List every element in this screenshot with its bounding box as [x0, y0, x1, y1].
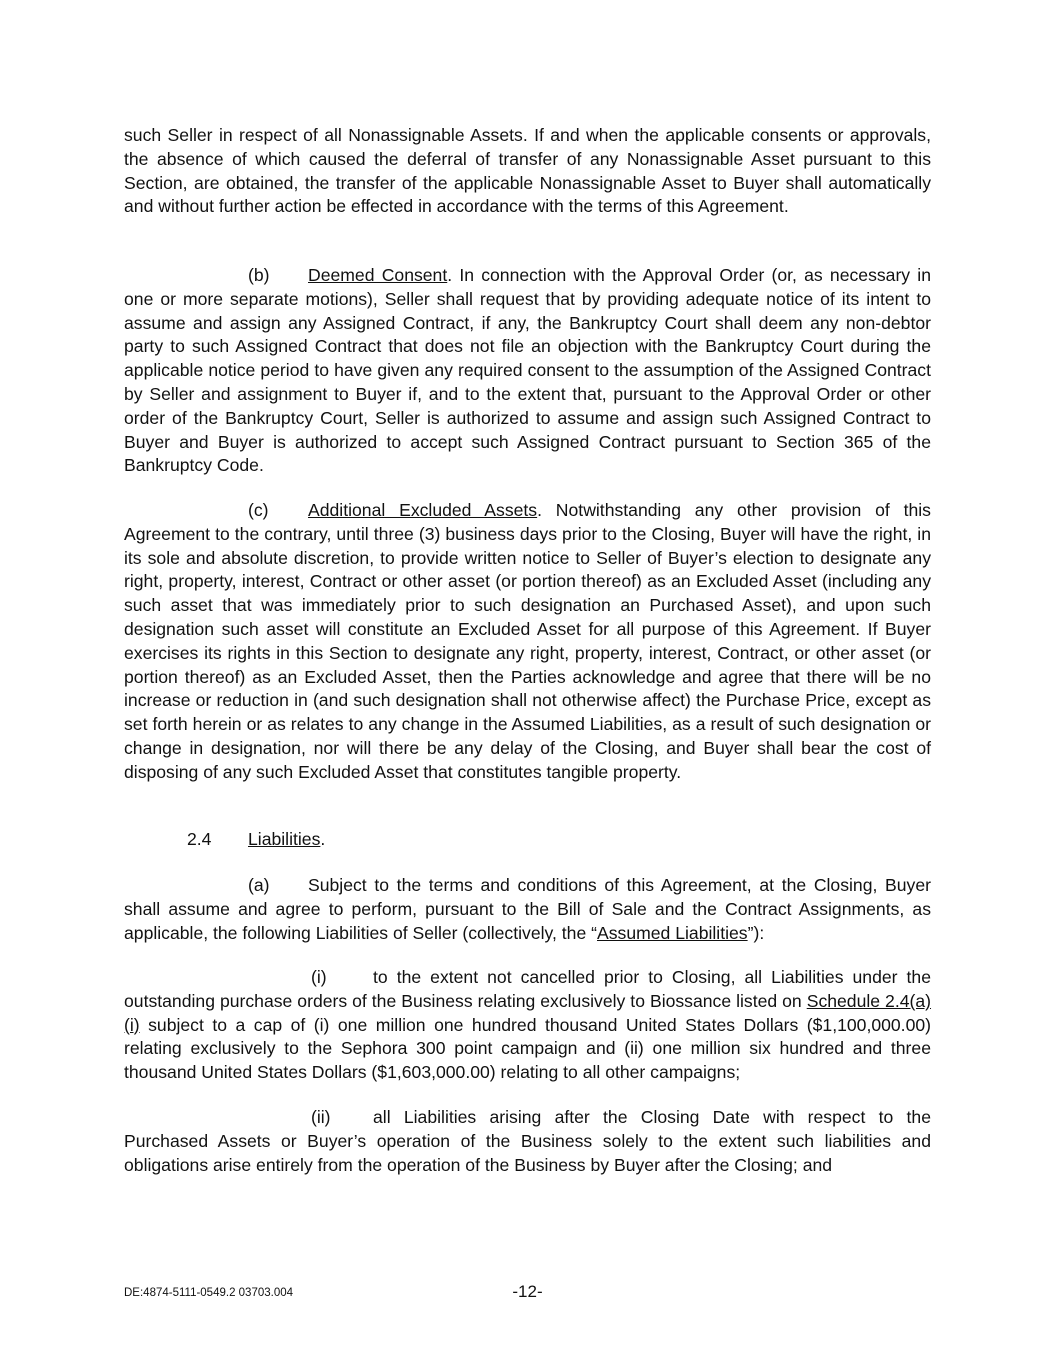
section-ii-label: (ii) — [311, 1107, 331, 1127]
section-b-deemed-consent — [124, 264, 931, 478]
footer-document-id: DE:4874-5111-0549.2 03703.004 — [124, 1287, 294, 1299]
section-2-4-number: 2.4 — [187, 829, 212, 849]
footer-page-number: -12- — [512, 1282, 543, 1301]
section-c-title: Additional Excluded Assets — [308, 500, 538, 520]
section-b-text: . In connection with the Approval Order (or, as necessary in one or more separate motions), Seller shall request that by providing adequate notice of its intent to assume and assign any Assigned Contract, if any, the Bankruptcy Court shall deem any non-debtor party to such Assigned Contract that does not file an objection with the Bankruptcy Court during the applicable notice period to have given any required consent to the assumption of the Assigned Contract by Seller and assignment to Buyer if, and to the extent that, pursuant to the Approval Order or other order of the Bankruptcy Court, Seller is authorized to assume and assign such Assigned Contract to Buyer and Buyer is authorized to accept such Assigned Contract pursuant to Section 365 of the Bankruptcy Code. — [124, 265, 931, 476]
section-ii-post-closing-liabilities — [124, 1106, 931, 1177]
section-2-4-heading — [187, 828, 325, 852]
section-a-tail: ”): — [747, 922, 765, 943]
paragraph-continuation — [124, 124, 931, 219]
section-b-title: Deemed Consent — [308, 265, 448, 285]
section-i-tail: subject to a cap of (i) one million one hundred thousand United States Dollars ($1,100,000.00) relating exclusively to the Sephora 300 point campaign and (ii) one million six hundred and three thousand United States Dollars ($1,603,000.00) relating to all other campaigns; — [124, 1014, 931, 1083]
section-a-text: Subject to the terms and conditions of this Agreement, at the Closing, Buyer shall assume and agree to perform, pursuant to the Bill of Sale and the Contract Assignments, as applicable, the following Liabilities of Seller (collectively, the “ — [124, 875, 931, 943]
section-b-label: (b) — [248, 265, 270, 285]
section-i-label: (i) — [311, 967, 327, 987]
section-a-assumed-liabilities — [124, 874, 931, 945]
section-c-text: . Notwithstanding any other provision of this Agreement to the contrary, until three (3) business days prior to the Closing, Buyer will have the right, in its sole and absolute discretion, to provide written notice to Seller of Buyer’s election to designate any right, property, interest, Contract or other asset (or portion thereof) as an Excluded Asset (including any such asset that was immediately prior to such designation an Purchased Asset), and upon such designation such asset will constitute an Excluded Asset for all purpose of this Agreement. If Buyer exercises its rights in this Section to designate any right, property, interest, Contract, or other asset (or portion thereof) as an Excluded Asset, then the Parties acknowledge and agree that there will be no increase or reduction in (and such designation shall not otherwise affect) the Purchase Price, except as set forth herein or as relates to any change in the Assumed Liabilities, as a result of such designation or change in designation, nor will there be any delay of the Closing, and Buyer shall bear the cost of disposing of any such Excluded Asset that constitutes tangible property. — [124, 500, 931, 782]
schedule-2-4-a-i-reference: Schedule 2.4(a)(i) — [124, 990, 932, 1035]
section-i-text: to the extent not cancelled prior to Closing, all Liabilities under the outstanding purchase orders of the Business relating exclusively to Biossance listed on — [124, 967, 931, 1011]
section-c-label: (c) — [248, 500, 269, 520]
section-a-label: (a) — [248, 875, 270, 895]
section-2-4-period: . — [320, 829, 326, 849]
section-c-additional-excluded-assets — [124, 499, 931, 785]
section-2-4-title: Liabilities — [248, 829, 321, 849]
paragraph-continuation-text: such Seller in respect of all Nonassignable Assets. If and when the applicable consents or approvals, the absence of which caused the deferral of transfer of any Nonassignable Asset pursuant to this Section, are obtained, the transfer of the applicable Nonassignable Asset to Buyer shall automatically and without further action be effected in accordance with the terms of this Agreement. — [124, 125, 931, 217]
assumed-liabilities-defined-term: Assumed Liabilities — [597, 922, 748, 943]
section-ii-text: all Liabilities arising after the Closing Date with respect to the Purchased Assets or Buyer’s operation of the Business solely to the extent such liabilities and obligations arise entirely from the operation of the Business by Buyer after the Closing; and — [124, 1107, 931, 1175]
section-i-purchase-orders — [124, 966, 931, 1085]
